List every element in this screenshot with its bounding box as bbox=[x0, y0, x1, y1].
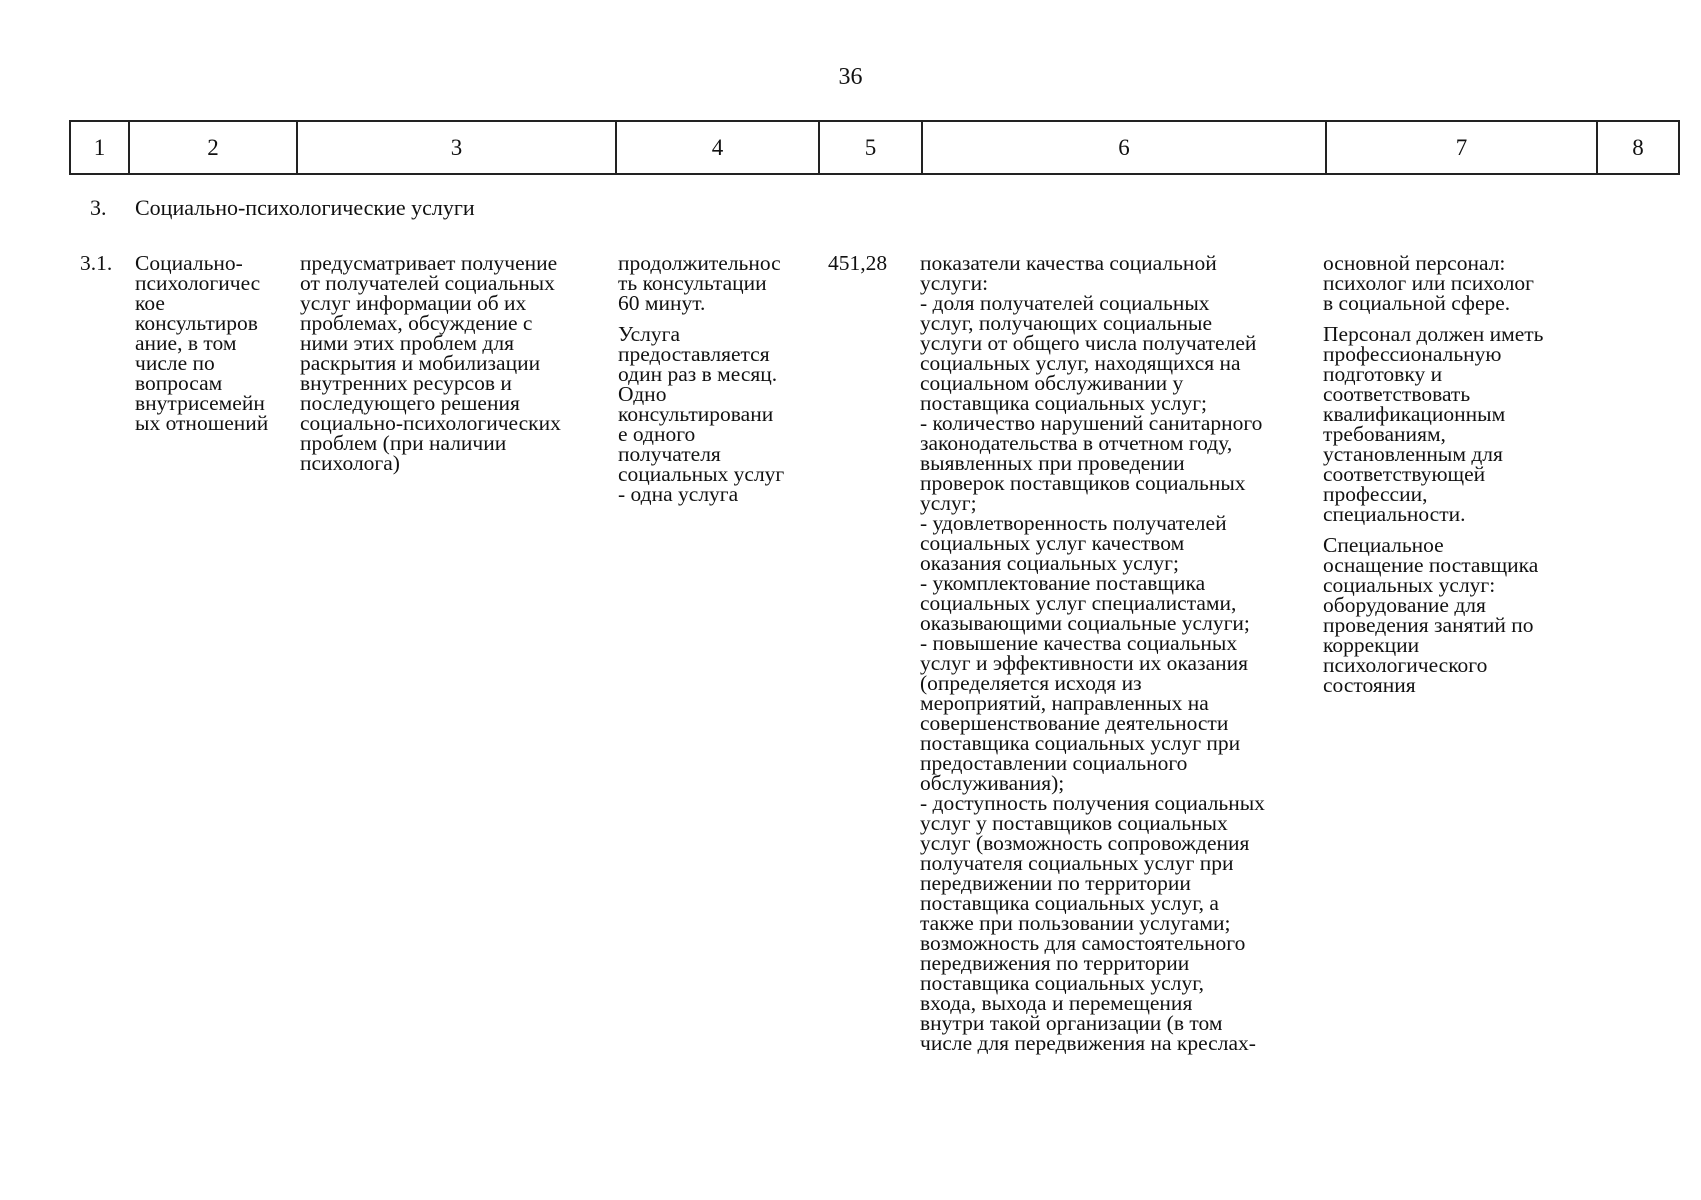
service-frequency: Услуга предоставляется один раз в месяц. Одно консультировани е одного получателя социальных услуг - одна услуга bbox=[618, 322, 785, 506]
quality-indicators bbox=[920, 253, 1320, 1064]
conditions-staff: основной персонал: психолог или психолог в социальной сфере. bbox=[1323, 251, 1534, 315]
service-description-text: предусматривает получение от получателей социальных услуг информации об их проблемах, обсуждение с ними этих проблем для раскрытия и мобилизации внутренних ресурсов и последующего решения социально-психологических проблем (при наличии психолога) bbox=[300, 251, 561, 475]
conditions-qualification: Персонал должен иметь профессиональную подготовку и соответствовать квалификационным требованиям, установленным для соответствующей профессии, специальности. bbox=[1323, 322, 1544, 526]
quality-indicators-text: показатели качества социальной услуги: - доля получателей социальных услуг, получающих социальные услуги от общего числа получателей социальных услуг, находящихся на социальном обслуживании у поставщика социальных услуг; - количество нарушений санитарного законодательства в отчетном году, выявленных при проведении проверок поставщиков социальных услуг; - удовлетворенность получателей социальных услуг качеством оказания социальных услуг; - укомплектование поставщика социальных услуг специалистами, оказывающими социальные услуги; - повышение качества социальных услуг и эффективности их оказания (определяется исходя из мероприятий, направленных на совершенствование деятельности поставщика социальных услуг при предоставлении социального обслуживания); - доступность получения социальных услуг у поставщиков социальных услуг (возможность сопровождения получателя социальных услуг при передвижении по территории поставщика социальных услуг, а также при пользовании услугами; возможность для самостоятельного передвижения по территории поставщика социальных услуг, входа, выхода и перемещения внутри такой организации (в том числе для передвижения на креслах- bbox=[920, 251, 1265, 1055]
column-number-6: 6 bbox=[922, 121, 1326, 174]
conditions-equipment: Специальное оснащение поставщика социальных услуг: оборудование для проведения занятий по коррекции психологического состояния bbox=[1323, 533, 1539, 697]
service-price: 451,28 bbox=[828, 251, 888, 275]
service-conditions bbox=[1323, 253, 1593, 706]
column-number-header bbox=[69, 120, 1680, 175]
service-name-text: Социально- психологичес кое консультиров ание, в том числе по вопросам внутрисемейн ых отношений bbox=[135, 251, 269, 435]
service-name bbox=[135, 253, 290, 444]
service-description bbox=[300, 253, 605, 484]
page-number: 36 bbox=[838, 64, 863, 90]
column-number-4: 4 bbox=[616, 121, 819, 174]
row-number: 3.1. bbox=[80, 251, 113, 275]
column-number-5: 5 bbox=[819, 121, 922, 174]
service-duration: продолжительнос ть консультации 60 минут. bbox=[618, 251, 781, 315]
section-title: Социально-психологические услуги bbox=[135, 195, 475, 220]
column-number-7: 7 bbox=[1326, 121, 1597, 174]
service-volume bbox=[618, 253, 818, 515]
column-number-8: 8 bbox=[1597, 121, 1679, 174]
section-number: 3. bbox=[90, 195, 107, 220]
column-number-2: 2 bbox=[129, 121, 297, 174]
column-number-1: 1 bbox=[70, 121, 129, 174]
column-number-3: 3 bbox=[297, 121, 616, 174]
